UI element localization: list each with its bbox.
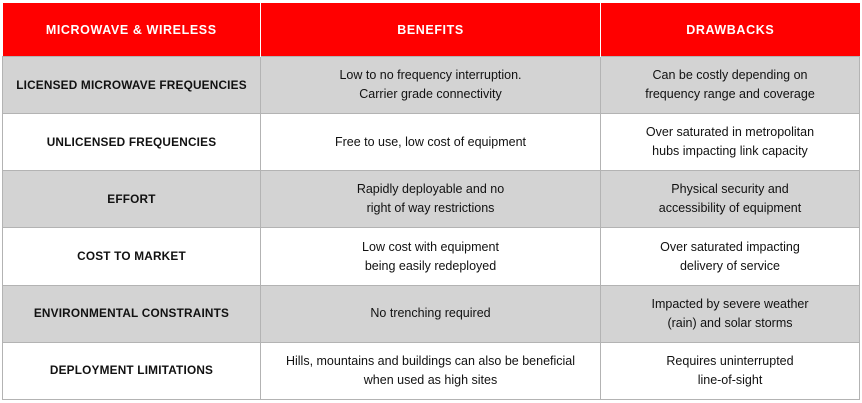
benefit-line: Hills, mountains and buildings can also be beneficial bbox=[285, 353, 576, 368]
table-row bbox=[3, 57, 860, 114]
drawback-cell bbox=[601, 57, 860, 114]
benefit-line: Low cost with equipment bbox=[362, 239, 499, 254]
header-row bbox=[3, 3, 860, 57]
header-drawbacks: DRAWBACKS bbox=[601, 3, 860, 57]
drawback-line: (rain) and solar storms bbox=[667, 315, 793, 330]
header-benefits: BENEFITS bbox=[261, 3, 601, 57]
benefit-line: Low to no frequency interruption. bbox=[339, 68, 522, 83]
table-row bbox=[3, 114, 860, 171]
drawback-line: Physical security and bbox=[671, 182, 789, 197]
benefit-cell bbox=[261, 342, 601, 399]
row-label: COST TO MARKET bbox=[3, 228, 261, 285]
drawback-line: frequency range and coverage bbox=[645, 87, 815, 102]
drawback-line: line-of-sight bbox=[697, 372, 763, 387]
benefit-line: when used as high sites bbox=[363, 372, 498, 387]
benefit-cell bbox=[261, 228, 601, 285]
drawback-cell bbox=[601, 342, 860, 399]
row-label: DEPLOYMENT LIMITATIONS bbox=[3, 342, 261, 399]
drawback-line: Can be costly depending on bbox=[652, 68, 808, 83]
benefit-line: being easily redeployed bbox=[364, 258, 497, 273]
drawback-cell bbox=[601, 228, 860, 285]
header-microwave-wireless: MICROWAVE & WIRELESS bbox=[3, 3, 261, 57]
table-row bbox=[3, 171, 860, 228]
benefit-line: right of way restrictions bbox=[366, 201, 495, 216]
benefit-cell bbox=[261, 285, 601, 342]
benefit-cell bbox=[261, 171, 601, 228]
drawback-line: Over saturated impacting bbox=[660, 239, 800, 254]
drawback-cell bbox=[601, 114, 860, 171]
drawback-line: accessibility of equipment bbox=[658, 201, 802, 216]
row-label: ENVIRONMENTAL CONSTRAINTS bbox=[3, 285, 261, 342]
drawback-cell bbox=[601, 171, 860, 228]
row-label: UNLICENSED FREQUENCIES bbox=[3, 114, 261, 171]
drawback-cell bbox=[601, 285, 860, 342]
benefit-line: Free to use, low cost of equipment bbox=[334, 134, 527, 149]
row-label: EFFORT bbox=[3, 171, 261, 228]
benefit-line: No trenching required bbox=[370, 306, 491, 321]
drawback-line: Over saturated in metropolitan bbox=[645, 125, 815, 140]
table-row bbox=[3, 342, 860, 399]
drawback-line: Impacted by severe weather bbox=[651, 296, 809, 311]
table-row bbox=[3, 285, 860, 342]
benefit-line: Carrier grade connectivity bbox=[359, 87, 502, 102]
comparison-table bbox=[2, 3, 860, 400]
drawback-line: delivery of service bbox=[679, 258, 781, 273]
benefit-cell bbox=[261, 114, 601, 171]
table-row bbox=[3, 228, 860, 285]
drawback-line: Requires uninterrupted bbox=[666, 353, 794, 368]
benefit-line: Rapidly deployable and no bbox=[356, 182, 505, 197]
row-label: LICENSED MICROWAVE FREQUENCIES bbox=[3, 57, 261, 114]
benefit-cell bbox=[261, 57, 601, 114]
drawback-line: hubs impacting link capacity bbox=[652, 144, 808, 159]
